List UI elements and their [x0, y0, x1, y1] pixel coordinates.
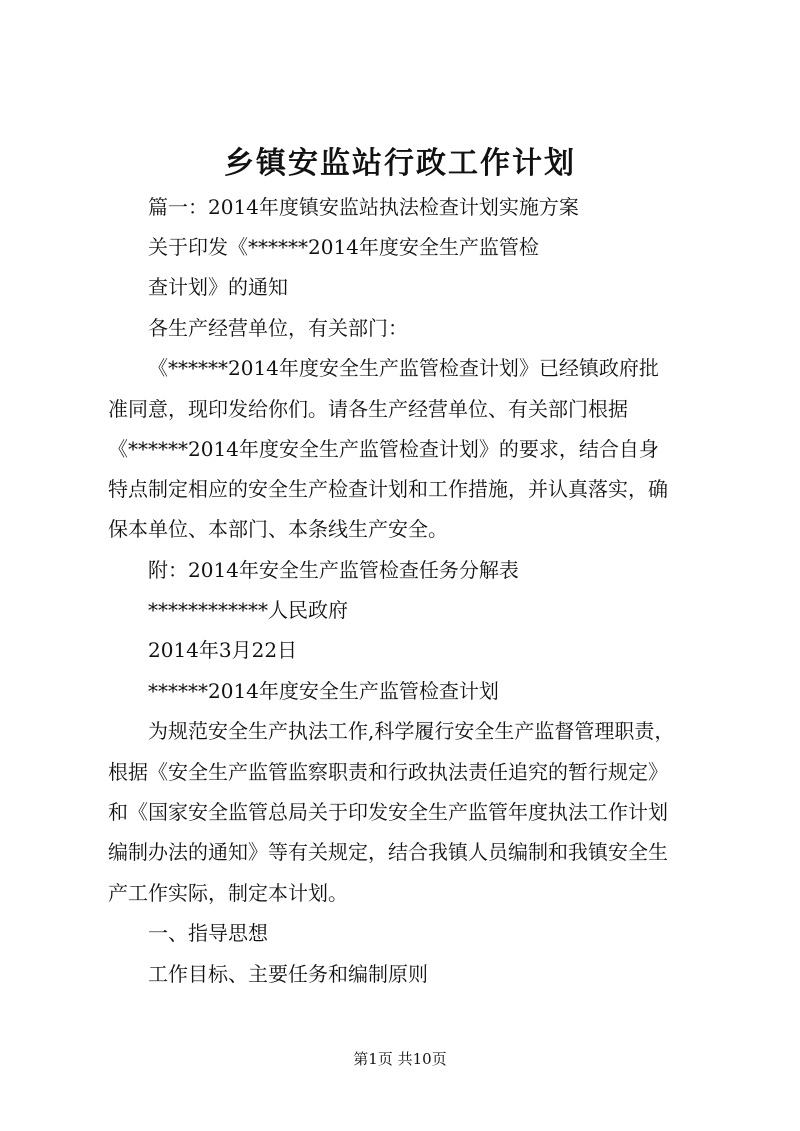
attachment-line: 附：2014年安全生产监管检查任务分解表	[148, 558, 519, 582]
issuer-line: ************人民政府	[148, 598, 348, 622]
plan-title-line: ******2014年度安全生产监管检查计划	[148, 679, 499, 703]
section-heading-guiding: 一、指导思想	[148, 921, 268, 945]
body-paragraph-line: 保本单位、本部门、本条线生产安全。	[108, 517, 448, 541]
date-line: 2014年3月22日	[148, 638, 298, 662]
body-paragraph-line: 编制办法的通知》等有关规定，结合我镇人员编制和我镇安全生	[108, 840, 668, 864]
section-subheading: 工作目标、主要任务和编制原则	[148, 962, 428, 986]
body-paragraph-line: 《******2014年度安全生产监管检查计划》已经镇政府批	[148, 356, 659, 380]
notice-title-line-1: 关于印发《******2014年度安全生产监管检	[148, 235, 539, 259]
body-paragraph-line: 产工作实际，制定本计划。	[108, 881, 348, 905]
page-footer: 第1页 共10页	[353, 1050, 447, 1068]
notice-title-line-2: 查计划》的通知	[148, 275, 288, 299]
addressee-line: 各生产经营单位，有关部门：	[148, 316, 408, 340]
body-paragraph-line: 和《国家安全监管总局关于印发安全生产监管年度执法工作计划	[108, 800, 668, 824]
section-heading-1: 篇一：2014年度镇安监站执法检查计划实施方案	[148, 195, 579, 219]
body-paragraph-line: 准同意，现印发给你们。请各生产经营单位、有关部门根据	[108, 397, 628, 421]
body-paragraph-line: 特点制定相应的安全生产检查计划和工作措施，并认真落实，确	[108, 477, 668, 501]
body-paragraph-line: 根据《安全生产监管监察职责和行政执法责任追究的暂行规定》	[108, 760, 668, 784]
body-paragraph-line: 《******2014年度安全生产监管检查计划》的要求，结合自身	[108, 437, 659, 461]
body-paragraph-line: 为规范安全生产执法工作,科学履行安全生产监督管理职责，	[148, 719, 675, 743]
document-title: 乡镇安监站行政工作计划	[224, 146, 576, 181]
